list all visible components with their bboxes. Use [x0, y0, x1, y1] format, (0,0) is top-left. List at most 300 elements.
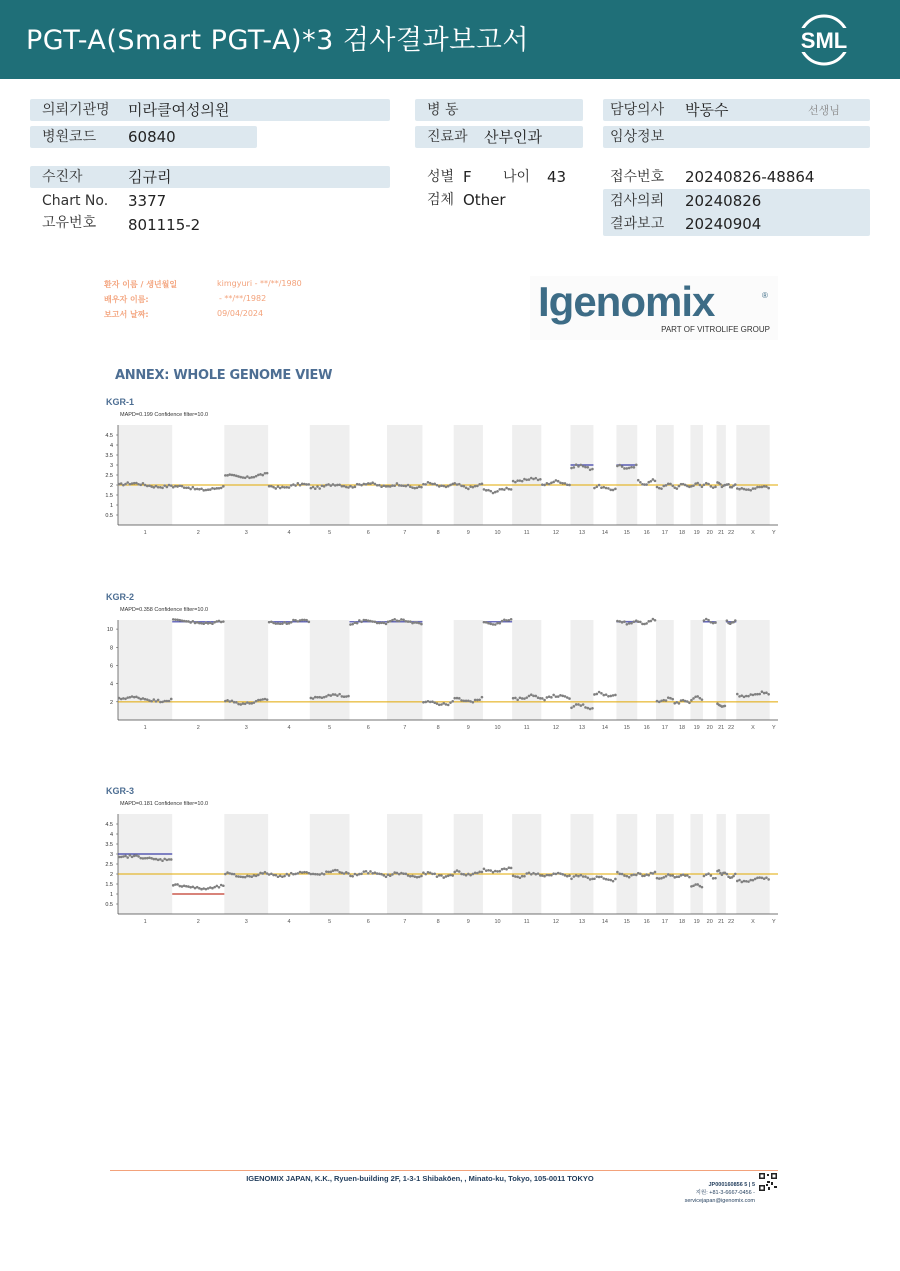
data-point: [561, 695, 564, 698]
data-point: [483, 488, 486, 491]
data-point: [218, 886, 221, 889]
data-point: [308, 621, 311, 624]
data-point: [568, 697, 571, 700]
chromosome-band: [736, 425, 769, 525]
data-point: [503, 618, 506, 621]
data-point: [489, 490, 492, 493]
data-point: [747, 695, 750, 698]
data-point: [676, 487, 679, 490]
data-point: [639, 621, 642, 624]
y-tick-label: 10: [106, 627, 113, 634]
data-point: [316, 485, 319, 488]
x-tick-label: 17: [661, 725, 668, 731]
x-tick-label: 11: [523, 919, 530, 925]
data-point: [334, 693, 337, 696]
data-point: [481, 871, 484, 874]
data-point: [312, 486, 315, 489]
chromosome-band: [736, 814, 769, 914]
data-point: [485, 489, 488, 492]
data-point: [436, 702, 439, 705]
data-point: [288, 874, 291, 877]
data-point: [189, 886, 192, 889]
data-point: [246, 875, 249, 878]
data-point: [391, 873, 394, 876]
x-tick-label: 11: [523, 530, 530, 536]
data-point: [213, 487, 216, 490]
data-point: [587, 707, 590, 710]
data-point: [478, 483, 481, 486]
data-point: [222, 884, 225, 887]
chromosome-band: [387, 620, 422, 720]
patient-label: 수진자: [42, 169, 83, 185]
data-point: [754, 878, 757, 881]
data-point: [382, 484, 385, 487]
data-point: [662, 699, 665, 702]
data-point: [176, 618, 179, 621]
x-tick-label: 15: [623, 530, 630, 536]
data-point: [257, 874, 260, 877]
x-tick-label: 21: [718, 530, 725, 536]
x-tick-label: 7: [403, 725, 407, 731]
data-point: [598, 484, 601, 487]
data-point: [376, 484, 379, 487]
data-point: [605, 693, 608, 696]
sex-value: F: [463, 168, 472, 186]
data-point: [546, 874, 549, 877]
data-point: [696, 883, 699, 886]
data-point: [639, 873, 642, 876]
data-point: [598, 691, 601, 694]
data-point: [351, 486, 354, 489]
data-point: [413, 875, 416, 878]
data-point: [745, 695, 748, 698]
data-point: [248, 875, 251, 878]
doctor-label: 담당의사: [610, 102, 665, 118]
data-point: [667, 696, 670, 699]
receipt-value: 20240826-48864: [685, 168, 815, 186]
data-point: [338, 693, 341, 696]
x-tick-label: 9: [466, 919, 470, 925]
data-point: [714, 621, 717, 624]
data-point: [299, 871, 302, 874]
data-point: [658, 877, 661, 880]
data-point: [248, 477, 251, 480]
plot-subtitle: MAPD=0.358 Confidence filter=10.0: [120, 607, 209, 613]
x-tick-label: 21: [718, 919, 725, 925]
data-point: [510, 488, 513, 491]
data-point: [211, 487, 214, 490]
data-point: [543, 699, 546, 702]
data-point: [312, 697, 315, 700]
x-tick-label: 5: [328, 725, 332, 731]
data-point: [639, 481, 642, 484]
x-tick-label: 14: [601, 919, 608, 925]
x-tick-label: 18: [679, 530, 686, 536]
data-point: [532, 872, 535, 875]
x-tick-label: 1: [143, 919, 147, 925]
x-tick-label: 20: [706, 919, 713, 925]
data-point: [268, 485, 271, 488]
data-point: [701, 886, 704, 889]
data-point: [161, 487, 164, 490]
data-point: [589, 708, 592, 711]
data-point: [616, 620, 619, 623]
data-point: [602, 877, 605, 880]
data-point: [349, 875, 352, 878]
data-point: [528, 478, 531, 481]
data-point: [736, 487, 739, 490]
data-point: [765, 876, 768, 879]
data-point: [181, 485, 184, 488]
data-point: [487, 869, 490, 872]
data-point: [555, 873, 558, 876]
data-point: [474, 872, 477, 875]
data-point: [749, 489, 752, 492]
data-point: [481, 482, 484, 485]
data-point: [550, 482, 553, 485]
data-point: [582, 875, 585, 878]
data-point: [385, 875, 388, 878]
data-point: [602, 486, 605, 489]
data-point: [508, 619, 511, 622]
data-point: [442, 876, 445, 879]
data-point: [371, 481, 374, 484]
plot-title: KGR-3: [106, 786, 135, 796]
data-point: [283, 621, 286, 624]
data-point: [292, 873, 295, 876]
kgr-2-plot: [100, 590, 800, 740]
data-point: [669, 874, 672, 877]
x-tick-label: X: [751, 530, 755, 536]
data-point: [332, 483, 335, 486]
data-point: [734, 873, 737, 876]
data-point: [290, 872, 293, 875]
y-tick-label: 4: [109, 832, 113, 838]
data-point: [369, 870, 372, 873]
x-tick-label: 19: [693, 530, 700, 536]
data-point: [178, 885, 181, 888]
x-tick-label: 10: [494, 530, 501, 536]
data-point: [144, 698, 147, 701]
data-point: [226, 699, 229, 702]
data-point: [400, 872, 403, 875]
data-point: [710, 874, 713, 877]
data-point: [712, 622, 715, 625]
data-point: [623, 620, 626, 623]
data-point: [118, 483, 121, 486]
data-point: [447, 704, 450, 707]
data-point: [662, 876, 665, 879]
data-point: [202, 489, 205, 492]
data-point: [429, 482, 432, 485]
data-point: [405, 873, 408, 876]
data-point: [356, 483, 359, 486]
data-point: [310, 873, 313, 876]
data-point: [345, 695, 348, 698]
data-point: [239, 476, 242, 479]
data-point: [710, 621, 713, 624]
data-point: [688, 702, 691, 705]
data-point: [514, 697, 517, 700]
data-point: [259, 699, 262, 702]
data-point: [360, 484, 363, 487]
data-point: [580, 464, 583, 467]
data-point: [380, 873, 383, 876]
data-point: [424, 873, 427, 876]
sml-logo: [792, 12, 856, 68]
data-point: [749, 879, 752, 882]
result-value: 20240904: [685, 215, 762, 233]
x-tick-label: 4: [287, 919, 291, 925]
data-point: [494, 870, 497, 873]
data-point: [537, 479, 540, 482]
kgr-1-plot: [100, 395, 800, 545]
data-point: [456, 483, 459, 486]
chromosome-band: [310, 425, 350, 525]
data-point: [351, 875, 354, 878]
data-point: [449, 874, 452, 877]
x-tick-label: Y: [771, 919, 776, 925]
data-point: [523, 875, 526, 878]
data-point: [274, 874, 277, 877]
y-tick-label: 3: [109, 852, 113, 858]
data-point: [321, 696, 324, 699]
data-point: [761, 486, 764, 489]
data-point: [371, 620, 374, 623]
x-tick-label: 17: [661, 919, 668, 925]
data-point: [396, 619, 399, 622]
data-point: [146, 485, 149, 488]
data-point: [763, 485, 766, 488]
data-point: [270, 621, 273, 624]
data-point: [367, 482, 370, 485]
data-point: [483, 868, 486, 871]
data-point: [231, 873, 234, 876]
data-point: [667, 483, 670, 486]
data-point: [732, 875, 735, 878]
data-point: [122, 855, 125, 858]
data-point: [714, 486, 717, 489]
data-point: [323, 696, 326, 699]
data-point: [577, 465, 580, 468]
data-point: [244, 876, 247, 879]
data-point: [345, 486, 348, 489]
data-point: [607, 487, 610, 490]
ig-date-value: 09/04/2024: [217, 309, 264, 318]
data-point: [756, 877, 759, 880]
data-point: [220, 487, 223, 490]
x-tick-label: 2: [196, 530, 200, 536]
data-point: [736, 693, 739, 696]
data-point: [374, 483, 377, 486]
data-point: [734, 483, 737, 486]
data-point: [398, 620, 401, 623]
data-point: [391, 484, 394, 487]
data-point: [656, 877, 659, 880]
data-point: [299, 484, 302, 487]
x-tick-label: 7: [403, 530, 407, 536]
data-point: [548, 483, 551, 486]
data-point: [458, 697, 461, 700]
data-point: [501, 868, 504, 871]
data-point: [541, 874, 544, 877]
data-point: [710, 485, 713, 488]
data-point: [595, 693, 598, 696]
data-point: [543, 875, 546, 878]
data-point: [155, 700, 158, 703]
data-point: [483, 621, 486, 624]
data-point: [645, 483, 648, 486]
data-point: [242, 476, 245, 479]
data-point: [393, 618, 396, 621]
x-tick-label: 19: [693, 725, 700, 731]
data-point: [582, 703, 585, 706]
data-point: [235, 875, 238, 878]
data-point: [411, 486, 414, 489]
data-point: [501, 620, 504, 623]
data-point: [458, 870, 461, 873]
data-point: [577, 875, 580, 878]
data-point: [633, 466, 636, 469]
data-point: [465, 486, 468, 489]
x-tick-label: 18: [679, 725, 686, 731]
data-point: [133, 855, 136, 858]
data-point: [496, 622, 499, 625]
data-point: [341, 872, 344, 875]
data-point: [516, 479, 519, 482]
data-point: [303, 483, 306, 486]
data-point: [745, 488, 748, 491]
data-point: [503, 867, 506, 870]
data-point: [318, 487, 321, 490]
data-point: [371, 872, 374, 875]
x-tick-label: 8: [436, 919, 440, 925]
data-point: [749, 693, 752, 696]
data-point: [467, 488, 470, 491]
x-tick-label: 22: [728, 530, 735, 536]
data-point: [354, 873, 357, 876]
data-point: [334, 869, 337, 872]
data-point: [671, 874, 674, 877]
data-point: [656, 700, 659, 703]
x-tick-label: 14: [601, 530, 608, 536]
data-point: [707, 872, 710, 875]
data-point: [577, 703, 580, 706]
data-point: [416, 487, 419, 490]
data-point: [699, 697, 702, 700]
plot-subtitle: MAPD=0.181 Confidence filter=10.0: [120, 801, 209, 807]
data-point: [630, 622, 633, 625]
data-point: [550, 696, 553, 699]
data-point: [148, 856, 151, 859]
data-point: [380, 485, 383, 488]
x-tick-label: 1: [143, 530, 147, 536]
data-point: [738, 695, 741, 698]
data-point: [440, 484, 443, 487]
doctor-suffix: 선생님: [808, 104, 840, 117]
data-point: [501, 488, 504, 491]
data-point: [416, 876, 419, 879]
x-tick-label: 6: [366, 725, 370, 731]
y-tick-label: 3.5: [105, 453, 113, 459]
x-tick-label: 16: [643, 725, 650, 731]
data-point: [365, 619, 368, 622]
data-point: [385, 623, 388, 626]
data-point: [447, 485, 450, 488]
data-point: [228, 473, 231, 476]
data-point: [274, 487, 277, 490]
data-point: [635, 874, 638, 877]
data-point: [314, 873, 317, 876]
data-point: [272, 486, 275, 489]
data-point: [469, 874, 472, 877]
y-tick-label: 1.5: [105, 882, 113, 888]
data-point: [237, 703, 240, 706]
data-point: [176, 883, 179, 886]
data-point: [323, 485, 326, 488]
chromosome-band: [736, 620, 769, 720]
chromosome-band: [387, 814, 422, 914]
data-point: [200, 487, 203, 490]
data-point: [609, 879, 612, 882]
data-point: [630, 466, 633, 469]
plot-title: KGR-1: [106, 397, 135, 407]
data-point: [207, 622, 210, 625]
data-point: [409, 620, 412, 623]
data-point: [367, 872, 370, 875]
data-point: [369, 482, 372, 485]
data-point: [427, 700, 430, 703]
data-point: [316, 696, 319, 699]
data-point: [532, 695, 535, 698]
data-point: [612, 694, 615, 697]
data-point: [566, 696, 569, 699]
data-point: [584, 466, 587, 469]
data-point: [216, 885, 219, 888]
data-point: [660, 699, 663, 702]
data-point: [570, 706, 573, 709]
data-point: [591, 707, 594, 710]
data-point: [327, 871, 330, 874]
data-point: [463, 485, 466, 488]
data-point: [343, 695, 346, 698]
footer-email: servicejapan@igenomix.com: [684, 1198, 755, 1204]
data-point: [609, 489, 612, 492]
data-point: [442, 485, 445, 488]
data-point: [312, 873, 315, 876]
data-point: [433, 872, 436, 875]
data-point: [647, 874, 650, 877]
chromosome-band: [454, 425, 483, 525]
data-point: [150, 700, 153, 703]
data-point: [559, 481, 562, 484]
data-point: [436, 484, 439, 487]
data-point: [534, 873, 537, 876]
data-point: [345, 871, 348, 874]
data-point: [363, 870, 366, 873]
data-point: [564, 695, 567, 698]
data-point: [743, 880, 746, 883]
ig-spouse-label: 배우자 이름:: [104, 295, 149, 304]
data-point: [591, 468, 594, 471]
data-point: [763, 877, 766, 880]
data-point: [628, 467, 631, 470]
data-point: [568, 874, 571, 877]
data-point: [261, 474, 264, 477]
data-point: [528, 695, 531, 698]
data-point: [124, 855, 127, 858]
x-tick-label: 8: [436, 530, 440, 536]
